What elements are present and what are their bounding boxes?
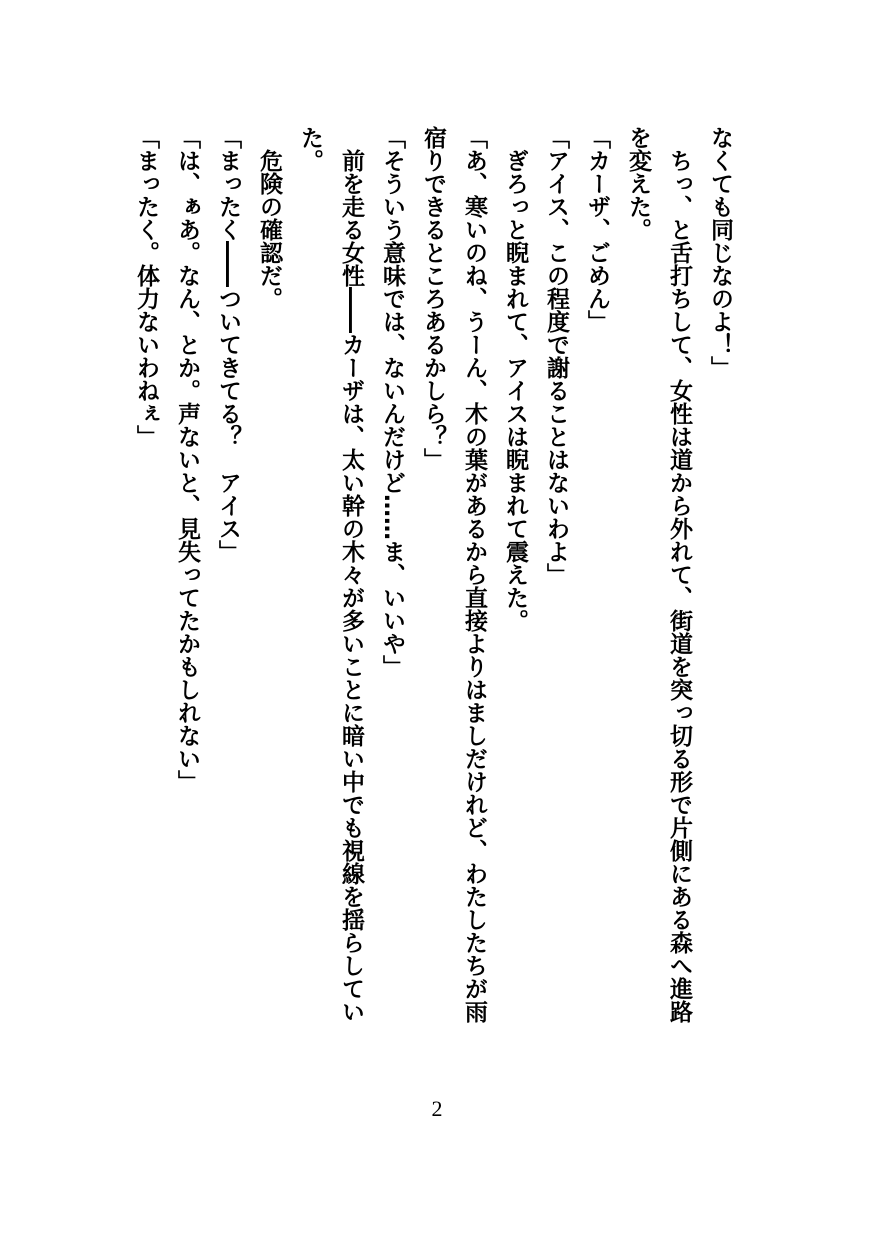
text-line: を変えた。 [625, 126, 651, 241]
text-line: 「アイス、この程度で謝ることはないわよ」 [543, 126, 569, 586]
text-line: 「まったく。体力ないわねぇ」 [133, 126, 159, 448]
text-line: 危険の確認だ。 [256, 126, 282, 310]
text-line: ぎろっと睨まれて、アイスは睨まれて震えた。 [502, 126, 528, 632]
text-line: 「カーザ、ごめん」 [584, 126, 610, 333]
text-line: 「まったく――ついてきてる？ アイス」 [215, 126, 241, 563]
text-line: ちっ、と舌打ちして、女性は道から外れて、街道を突っ切る形で片側にある森へ進路 [666, 126, 692, 1023]
text-line: なくても同じなのよ！」 [707, 126, 733, 379]
vertical-body-text [120, 126, 740, 1086]
text-line: 「は、ぁあ。なん、とか。声ないと、見失ってたかもしれない」 [174, 126, 200, 793]
text-line: 宿りできるところあるかしら？」 [420, 126, 446, 471]
text-line: 「あ、寒いのね、うーん、木の葉があるから直接よりはましだけれど、わたしたちが雨 [461, 126, 487, 1023]
text-line: 前を走る女性――カーザは、太い幹の木々が多いことに暗い中でも視線を揺らしてい [338, 126, 364, 1023]
text-line: た。 [297, 126, 323, 172]
page-number: 2 [431, 1096, 443, 1121]
text-line: 「そういう意味では、ないんだけど……ま、いいや」 [379, 126, 405, 678]
